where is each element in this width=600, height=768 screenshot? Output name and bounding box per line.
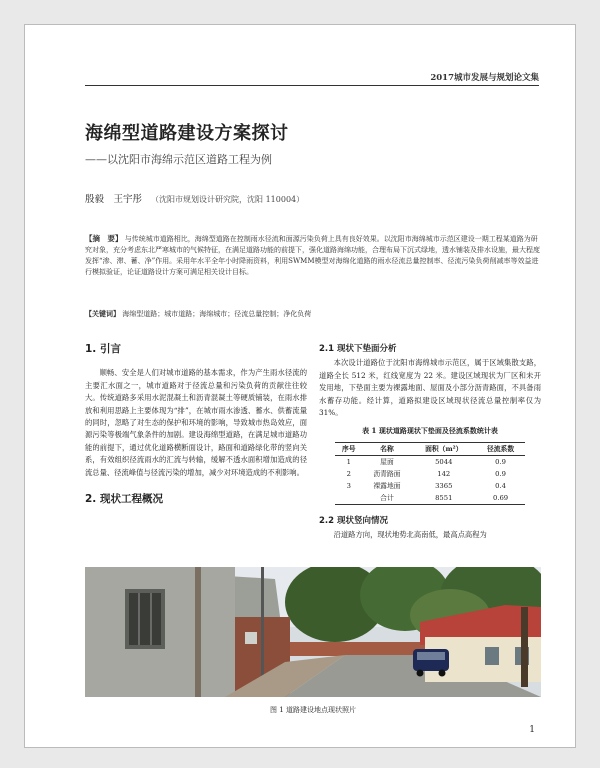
section-1-body: 顺畅、安全是人们对城市道路的基本需求，作为产生雨水径流的主要汇水面之一，城市道路对于径流总量和污染负荷的贡献往往较大。传统道路多采用水泥混凝土和沥青混凝土等硬质铺装，在雨水排放和利用思路上主要体现为“排”，在城市雨水渗透、蓄水、供蓄流量的同时，忽略了对生态的保护和环境的影响，导致城市热岛效应，面源污染等极端气象条件的加剧。建设海绵型道路，在满足城市道路功能的前提下，通过优化道路横断面设计，路面和道路绿化带的竖向关系，有效组织径流雨水的汇流与转输，缓解不透水面积增加造成的径流总量、径流峰值与径流污染的增加，减少对环境造成的不利影响。 [85,368,307,477]
running-header: 2017城市发展与规划论文集 [430,73,539,83]
table-row [335,480,525,492]
table-cell: 沥青路面 [373,469,401,478]
abstract-label: 【摘 要】 [85,234,123,243]
document-page [24,24,576,748]
table-1 [335,442,525,505]
section-2-2-heading: 2.2 现状竖向情况 [319,515,389,526]
article-title: 海绵型道路建设方案探讨 [85,123,289,144]
left-column [85,343,307,517]
table-row [335,468,525,480]
table-header-cell: 面积（m²） [425,444,463,453]
article-subtitle: ——以沈阳市海绵示范区道路工程为例 [85,153,272,166]
section-1-heading: 1. 引言 [85,343,121,355]
header-rule [85,85,539,86]
author-line [85,191,304,205]
keywords-text: 海绵型道路；城市道路；海绵城市；径流总量控制；净化负荷 [122,310,312,318]
section-2-2-body: 沿道路方向，现状地势北高南低，最高点高程为 [333,530,487,540]
abstract-text: 与传统城市道路相比，海绵型道路在控制雨水径流和面源污染负荷上具有良好效果。以沈阳市海绵城市示范区建设一期工程某道路为研究对象，充分考虑东北严寒城市的气候特征，在满足道路功能的前提下，强化道路海绵功能，合理布局下沉式绿地，透水铺装及排水设施，最大程度发挥“渗、滞、蓄、净”作用。采用年水平全年小时降雨资料，利用SWMM模型对海绵化道路的雨水径流总量控制率、径流污染负荷削减率等效益进行模拟验证，论证道路设计方案可满足相关设计目标。 [85,235,540,276]
table-header-cell: 径流系数 [486,444,515,453]
table-cell: 0.4 [495,481,506,490]
abstract [85,233,541,278]
table-cell [335,492,363,505]
table-cell: 0.9 [495,457,506,466]
author-affiliation: （沈阳市规划设计研究院，沈阳 110004） [151,195,305,204]
table-cell: 裸露地面 [373,481,401,490]
keywords-label: 【关键词】 [85,309,120,318]
table-cell: 屋面 [380,457,394,466]
table-cell: 3365 [435,481,453,490]
table-header-cell: 名称 [380,444,394,453]
table-cell: 2 [346,469,351,478]
right-column [319,343,541,542]
section-2-1-heading: 2.1 现状下垫面分析 [319,344,397,354]
table-cell: 3 [346,481,351,490]
table-row [335,455,525,468]
table-cell: 0.69 [493,493,509,502]
section-2-1-body: 本次设计道路位于沈阳市海绵城市示范区，属于区域集散支路，道路全长 512 米，红线宽度为 22 米。建设区域现状为厂区和未开发用地，下垫面主要为裸露地面、屋面及小部分沥青路面，不具备雨水蓄存功能。经计算，道路拟建设区域现状径流总量控制率仅为 31%。 [319,358,541,418]
table-1-caption: 表 1 现状道路现状下垫面及径流系数统计表 [362,426,498,436]
table-header-cell: 序号 [341,444,356,453]
table-header-row [335,442,525,455]
site-photo [85,567,541,697]
page-number: 1 [529,725,535,735]
table-cell: 1 [346,457,351,466]
figure-1-caption: 图 1 道路建设地点现状照片 [270,706,356,714]
section-2-heading: 2. 现状工程概况 [85,493,163,506]
table-cell: 8551 [435,493,453,502]
author-names: 殷毅 王宇彤 [85,194,143,205]
table-row [335,492,525,505]
keywords [85,309,541,319]
site-photo-illustration [85,567,541,697]
table-cell: 5044 [435,457,453,466]
table-cell: 142 [437,469,451,478]
table-cell: 合计 [380,493,394,502]
table-cell: 0.9 [495,469,506,478]
